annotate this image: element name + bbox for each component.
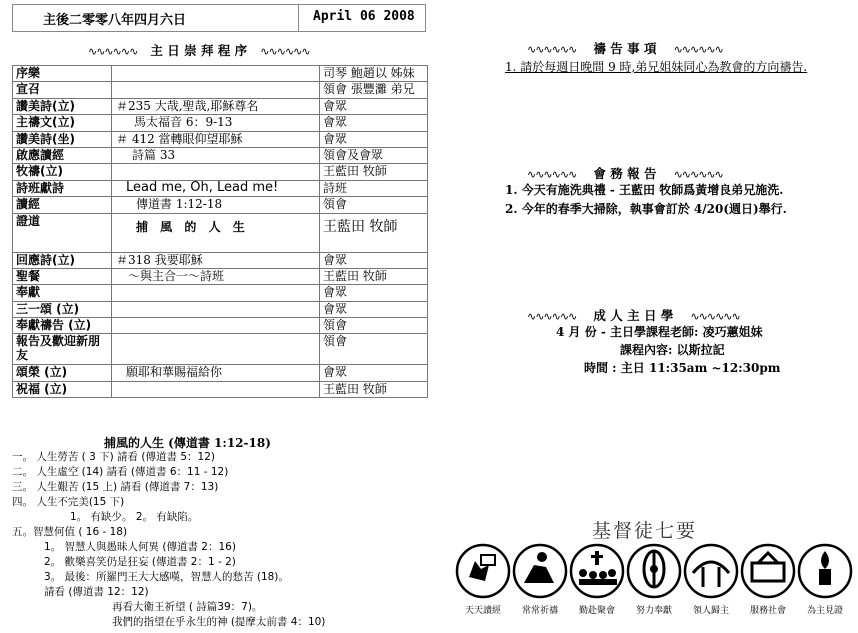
program-item: 啟應讀經	[13, 147, 112, 163]
witness-icon	[797, 543, 853, 599]
evangelism-icon	[683, 543, 739, 599]
essential-caption: 為主見證	[806, 606, 843, 616]
essential-caption: 勤赴聚會	[578, 606, 615, 616]
wave-decoration-right: ∿∿∿∿∿∿	[260, 45, 310, 58]
outline-line: 3。 最後：所羅門王大大感嘆，智慧人的愁苦 (18)。	[44, 571, 289, 583]
program-item: 讚美詩(坐)	[13, 131, 112, 147]
sermon-outline	[12, 450, 325, 630]
outline-line: 四。 人生不完美(15 下)	[12, 496, 125, 508]
program-person: 領會 張豐灘 弟兄	[320, 82, 428, 98]
program-content: 願耶和華賜福給你	[112, 365, 320, 381]
essential-caption: 領人歸主	[692, 606, 729, 616]
outline-line: 五。智慧何值 ( 16 - 18)	[12, 526, 128, 538]
program-person: 領會	[320, 197, 428, 213]
program-content: ～與主合一～詩班	[112, 268, 320, 284]
essential-caption: 服務社會	[749, 606, 786, 616]
program-item: 詩班獻詩	[13, 180, 112, 196]
program-person: 會眾	[320, 252, 428, 268]
program-person: 領會	[320, 334, 428, 365]
praying-icon	[512, 543, 568, 599]
program-person: 會眾	[320, 98, 428, 114]
program-content: 捕 風 的 人 生	[112, 213, 320, 252]
program-content	[112, 381, 320, 397]
essential-caption: 常常祈禱	[521, 606, 558, 616]
outline-line: 我們的指望在乎永生的神 (提摩太前書 4：10)	[112, 616, 326, 628]
program-person: 領會及會眾	[320, 147, 428, 163]
seven-essentials-title: 基督徒七要	[592, 520, 698, 542]
header-divider	[298, 5, 299, 31]
program-person: 詩班	[320, 180, 428, 196]
program-content: 詩篇 33	[112, 147, 320, 163]
prayer-heading	[527, 38, 723, 57]
essential-item	[512, 543, 568, 631]
program-content	[112, 285, 320, 301]
program-item: 三一頌 (立)	[13, 301, 112, 317]
program-person: 王藍田 牧師	[320, 268, 428, 284]
program-item: 祝福 (立)	[13, 381, 112, 397]
program-person: 會眾	[320, 365, 428, 381]
program-row	[13, 268, 428, 284]
essential-caption: 努力奉獻	[635, 606, 672, 616]
program-row	[13, 334, 428, 365]
program-row	[13, 82, 428, 98]
program-content: Lead me, Oh, Lead me!	[112, 180, 320, 196]
program-content: ＃ 412 當轉眼仰望耶穌	[112, 131, 320, 147]
wave-decoration-right: ∿∿∿∿∿∿	[690, 310, 740, 323]
program-person: 會眾	[320, 131, 428, 147]
outline-line: 一。 人生勞苦 ( 3 下) 請看 (傳道書 5：12)	[12, 451, 215, 463]
program-item: 讚美詩(立)	[13, 98, 112, 114]
chinese-date: 主後二零零八年四月六日	[43, 13, 187, 28]
program-item: 讀經	[13, 197, 112, 213]
essential-item	[740, 543, 796, 631]
program-row	[13, 197, 428, 213]
essential-caption: 天天讀經	[464, 606, 501, 616]
essential-item	[683, 543, 739, 631]
program-person: 司琴 鮑趙以 姊妹	[320, 66, 428, 82]
program-row	[13, 66, 428, 82]
program-row	[13, 285, 428, 301]
program-row	[13, 131, 428, 147]
program-row	[13, 301, 428, 317]
program-item: 主禱文(立)	[13, 115, 112, 131]
program-item: 奉獻	[13, 285, 112, 301]
affairs-heading	[527, 163, 723, 182]
program-person: 王藍田 牧師	[320, 381, 428, 397]
wave-decoration-left: ∿∿∿∿∿∿	[527, 168, 577, 181]
program-content: ＃235 大哉,聖哉,耶穌尊名	[112, 98, 320, 114]
program-person: 會眾	[320, 115, 428, 131]
prayer-item: 1. 請於每週日晚間 9 時,弟兄姐妹同心為教會的方向禱告.	[505, 60, 808, 74]
program-person: 王藍田 牧師	[320, 213, 428, 252]
affairs-item-2: 2. 今年的春季大掃除，執事會訂於 4/20(週日)舉行.	[505, 202, 787, 216]
program-row	[13, 164, 428, 180]
reading-icon	[455, 543, 511, 599]
essential-item	[455, 543, 511, 631]
program-row	[13, 318, 428, 334]
wave-decoration-right: ∿∿∿∿∿∿	[673, 43, 723, 56]
affairs-title: 會 務 報 告	[593, 166, 657, 181]
adult-school-course: 課程內容: 以斯拉記	[620, 343, 725, 357]
program-person: 領會	[320, 318, 428, 334]
gathering-icon	[569, 543, 625, 599]
program-content: ＃318 我要耶穌	[112, 252, 320, 268]
program-content: 馬太福音 6：9-13	[112, 115, 320, 131]
program-item: 序樂	[13, 66, 112, 82]
date-header	[12, 4, 426, 32]
outline-line: 2。 歡樂喜笑仍是狂妄 (傳道書 2：1 - 2)	[44, 556, 236, 568]
adult-school-time: 時間 : 主日 11:35am ~12:30pm	[584, 361, 781, 375]
outline-line: 再看大衛王祈望 ( 詩篇39：7)。	[112, 601, 263, 613]
outline-line: 1。 智慧人與愚昧人何異 (傳道書 2：16)	[44, 541, 236, 553]
program-item: 宣召	[13, 82, 112, 98]
wave-decoration-left: ∿∿∿∿∿∿	[527, 310, 577, 323]
essential-item	[626, 543, 682, 631]
adult-school-heading	[527, 305, 740, 324]
program-table	[12, 65, 428, 398]
program-row	[13, 98, 428, 114]
program-title: 主 日 崇 拜 程 序	[150, 43, 248, 58]
program-row	[13, 381, 428, 397]
program-row	[13, 115, 428, 131]
seven-essentials-icons	[455, 543, 853, 631]
english-date: April 06 2008	[313, 9, 415, 24]
program-content	[112, 301, 320, 317]
outline-line: 請看 (傳道書 12：12)	[44, 586, 149, 598]
outline-line: 三。 人生艱苦 (15 上) 請看 (傳道書 7：13)	[12, 481, 219, 493]
program-content	[112, 318, 320, 334]
program-content	[112, 66, 320, 82]
program-row	[13, 365, 428, 381]
program-content	[112, 82, 320, 98]
essential-item	[797, 543, 853, 631]
program-person: 會眾	[320, 285, 428, 301]
program-row	[13, 213, 428, 252]
program-row	[13, 180, 428, 196]
program-heading	[88, 40, 310, 59]
program-item: 奉獻禱告 (立)	[13, 318, 112, 334]
wave-decoration-left: ∿∿∿∿∿∿	[88, 45, 138, 58]
program-item: 頌榮 (立)	[13, 365, 112, 381]
program-content	[112, 164, 320, 180]
program-item: 牧禱(立)	[13, 164, 112, 180]
wave-decoration-right: ∿∿∿∿∿∿	[673, 168, 723, 181]
program-item: 聖餐	[13, 268, 112, 284]
program-content	[112, 334, 320, 365]
adult-school-teacher: 4 月 份 - 主日學課程老師: 凌巧蕙姐妹	[556, 325, 763, 339]
adult-school-title: 成 人 主 日 學	[593, 308, 674, 323]
wave-decoration-left: ∿∿∿∿∿∿	[527, 43, 577, 56]
prayer-title: 禱 告 事 項	[593, 41, 657, 56]
program-content: 傳道書 1:12-18	[112, 197, 320, 213]
program-item: 報告及歡迎新朋友	[13, 334, 112, 365]
program-row	[13, 147, 428, 163]
program-person: 會眾	[320, 301, 428, 317]
program-row	[13, 252, 428, 268]
outline-line: 二。 人生虛空 (14) 請看 (傳道書 6：11 - 12)	[12, 466, 229, 478]
outline-line: 1。 有缺少。 2。 有缺陷。	[70, 511, 199, 523]
sermon-title: 捕風的人生 (傳道書 1:12-18)	[104, 436, 271, 450]
service-icon	[740, 543, 796, 599]
essential-item	[569, 543, 625, 631]
program-person: 王藍田 牧師	[320, 164, 428, 180]
offering-icon	[626, 543, 682, 599]
affairs-item-1: 1. 今天有施洗典禮 - 王藍田 牧師爲黃增良弟兄施洗.	[505, 183, 784, 197]
program-item: 回應詩(立)	[13, 252, 112, 268]
program-item: 證道	[13, 213, 112, 252]
